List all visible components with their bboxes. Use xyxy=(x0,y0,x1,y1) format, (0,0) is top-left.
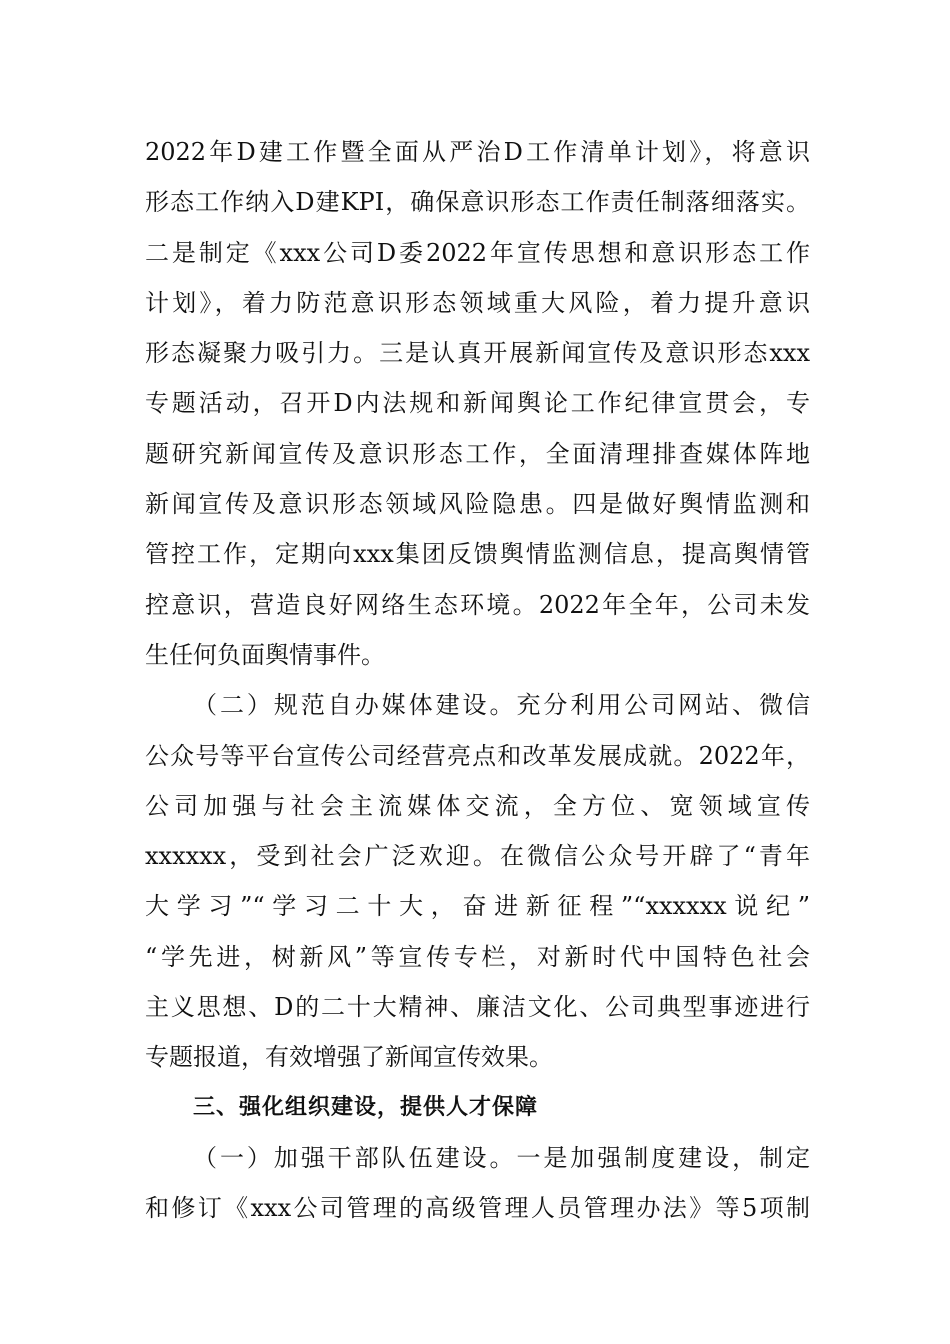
paragraph-start-line: （二）规范自办媒体建设。充分利用公司网站、微信 xyxy=(193,691,810,720)
text-line: 和修订《xxx公司管理的高级管理人员管理办法》等5项制 xyxy=(145,1194,810,1223)
text-line: “学先进，树新风”等宣传专栏，对新时代中国特色社会 xyxy=(145,942,810,971)
paragraph-end-line: 专题报道，有效增强了新闻宣传效果。 xyxy=(145,1043,553,1072)
text-line: xxxxxx，受到社会广泛欢迎。在微信公众号开辟了“青年 xyxy=(145,842,810,871)
text-line: 形态工作纳入D建KPI，确保意识形态工作责任制落细落实。 xyxy=(145,188,810,217)
text-line: 专题活动，召开D内法规和新闻舆论工作纪律宣贯会，专 xyxy=(145,389,810,418)
paragraph-start-line: （一）加强干部队伍建设。一是加强制度建设，制定 xyxy=(193,1143,810,1172)
text-line: 二是制定《xxx公司D委2022年宣传思想和意识形态工作 xyxy=(145,238,810,267)
text-line: 公众号等平台宣传公司经营亮点和改革发展成就。2022年， xyxy=(145,741,810,770)
paragraph-end-line: 生任何负面舆情事件。 xyxy=(145,640,385,669)
text-line: 新闻宣传及意识形态领域风险隐患。四是做好舆情监测和 xyxy=(145,490,810,519)
text-line: 形态凝聚力吸引力。三是认真开展新闻宣传及意识形态xxx xyxy=(145,339,810,368)
text-line: 大学习”“学习二十大，奋进新征程”“xxxxxx说纪” xyxy=(145,892,810,921)
section-heading: 三、强化组织建设，提供人才保障 xyxy=(193,1094,539,1120)
text-line: 2022年D建工作暨全面从严治D工作清单计划》，将意识 xyxy=(145,138,810,166)
text-line: 计划》，着力防范意识形态领域重大风险，着力提升意识 xyxy=(145,288,810,317)
text-line: 公司加强与社会主流媒体交流，全方位、宽领域宣传 xyxy=(145,791,810,820)
body-text xyxy=(145,127,810,1234)
text-line: 主义思想、D的二十大精神、廉洁文化、公司典型事迹进行 xyxy=(145,993,810,1022)
text-line: 题研究新闻宣传及意识形态工作，全面清理排查媒体阵地 xyxy=(145,439,810,468)
text-line: 控意识，营造良好网络生态环境。2022年全年，公司未发 xyxy=(145,590,810,619)
text-line: 管控工作，定期向xxx集团反馈舆情监测信息，提高舆情管 xyxy=(145,540,810,569)
